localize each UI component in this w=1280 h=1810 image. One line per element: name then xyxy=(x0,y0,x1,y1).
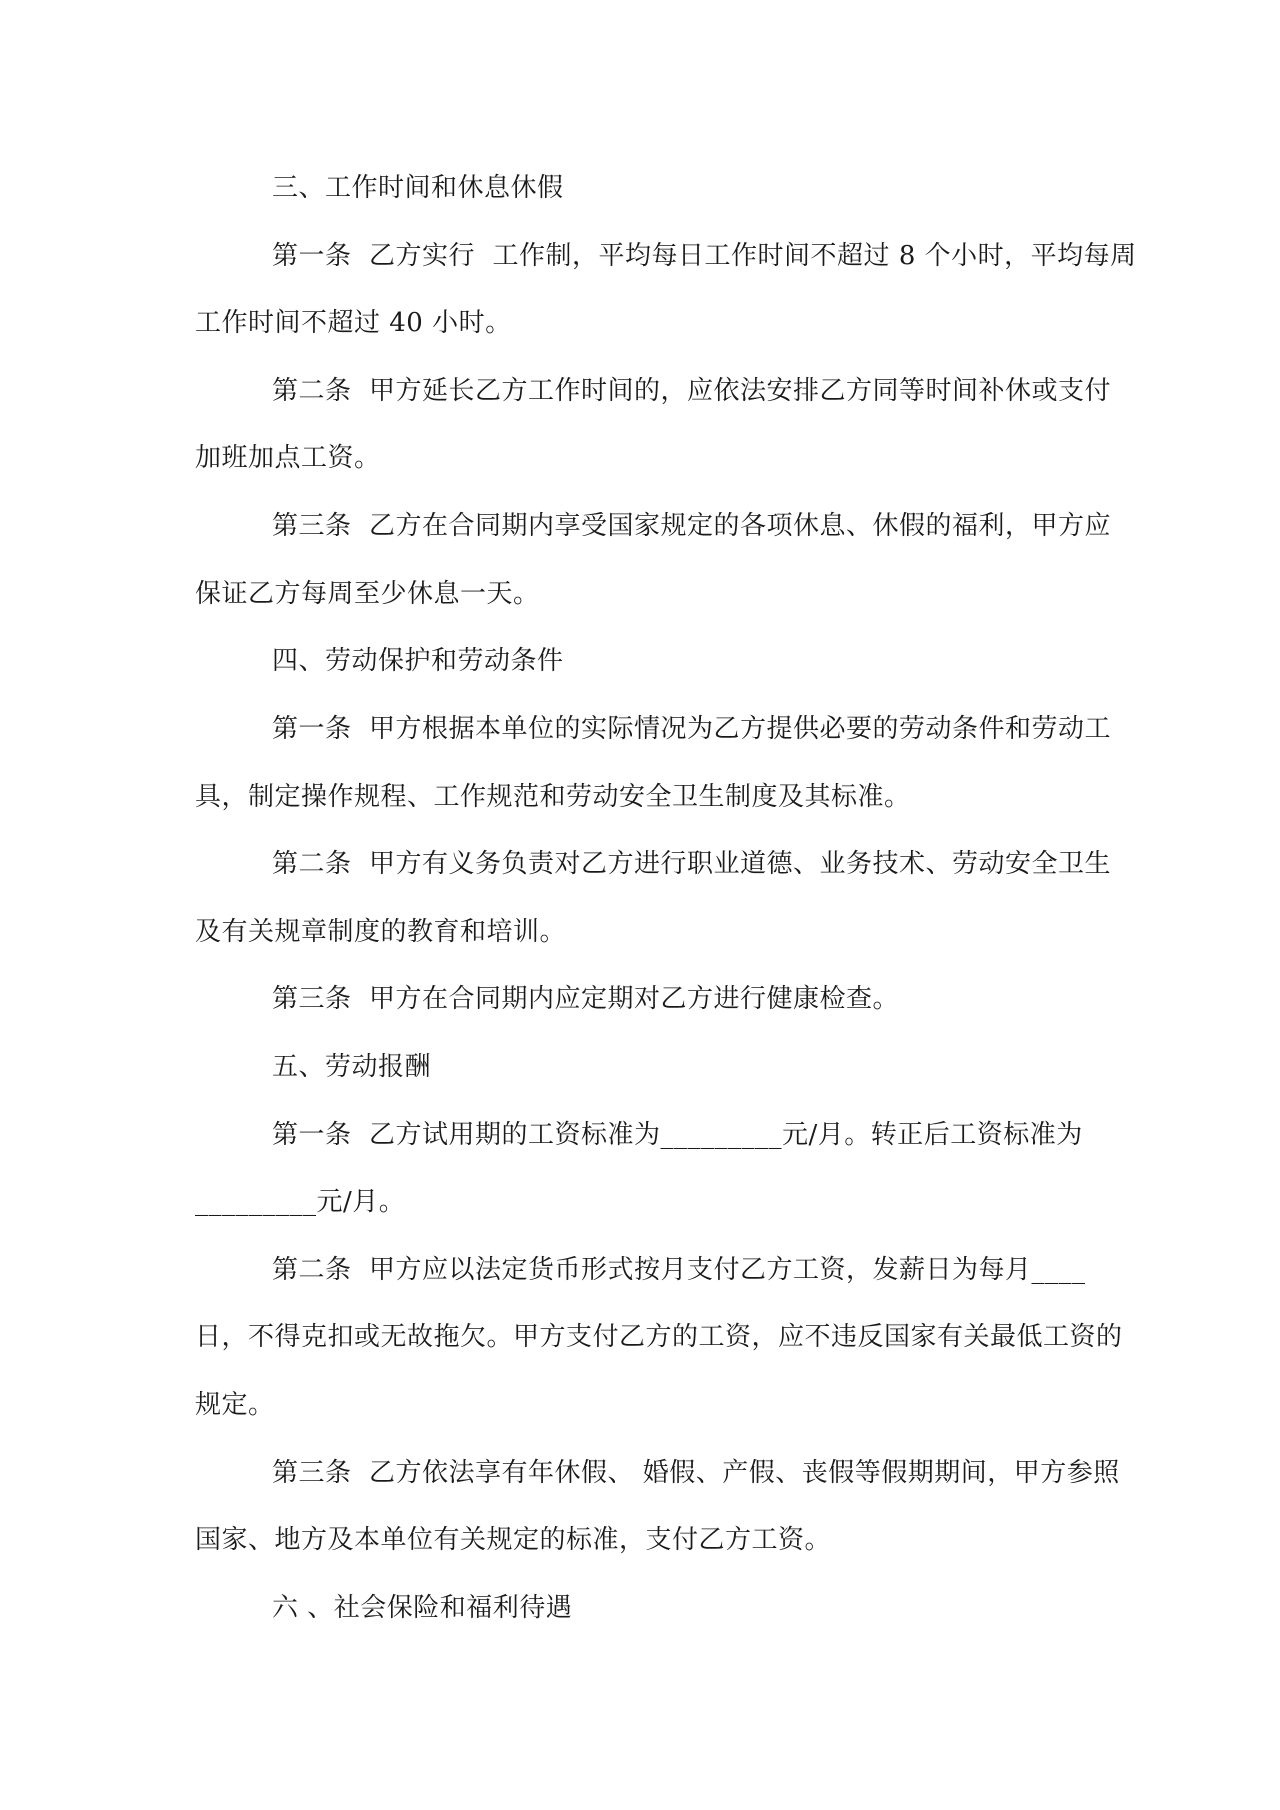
paragraph-line: 保证乙方每周至少休息一天。 xyxy=(195,579,540,609)
paragraph-line: 第一条 甲方根据本单位的实际情况为乙方提供必要的劳动条件和劳动工 xyxy=(272,714,1112,744)
paragraph-line: 第三条 乙方依法享有年休假、 婚假、产假、丧假等假期期间，甲方参照 xyxy=(272,1458,1120,1488)
paragraph-line: 第二条 甲方有义务负责对乙方进行职业道德、业务技术、劳动安全卫生 xyxy=(272,849,1112,879)
paragraph-line: 第二条 甲方延长乙方工作时间的，应依法安排乙方同等时间补休或支付 xyxy=(272,376,1112,406)
paragraph-line: _________元/月。 xyxy=(195,1187,406,1217)
paragraph-line: 具，制定操作规程、工作规范和劳动安全卫生制度及其标准。 xyxy=(195,782,911,812)
paragraph-line: 规定。 xyxy=(195,1390,275,1420)
paragraph-line: 工作时间不超过 40 小时。 xyxy=(195,308,512,338)
paragraph-line: 第三条 乙方在合同期内享受国家规定的各项休息、休假的福利，甲方应 xyxy=(272,511,1112,541)
section-heading-social-insurance: 六 、社会保险和福利待遇 xyxy=(272,1593,573,1623)
section-heading-remuneration: 五、劳动报酬 xyxy=(272,1052,432,1082)
paragraph-line: 加班加点工资。 xyxy=(195,443,381,473)
section-heading-labor-protection: 四、劳动保护和劳动条件 xyxy=(272,646,564,676)
paragraph-line: 第三条 甲方在合同期内应定期对乙方进行健康检查。 xyxy=(272,984,900,1014)
paragraph-line: 国家、地方及本单位有关规定的标准，支付乙方工资。 xyxy=(195,1525,832,1555)
section-heading-working-hours: 三、工作时间和休息休假 xyxy=(272,173,564,203)
paragraph-line: 日，不得克扣或无故拖欠。甲方支付乙方的工资，应不违反国家有关最低工资的 xyxy=(195,1322,1123,1352)
paragraph-line: 第一条 乙方试用期的工资标准为_________元/月。转正后工资标准为 xyxy=(272,1120,1083,1150)
paragraph-line: 及有关规章制度的教育和培训。 xyxy=(195,917,567,947)
paragraph-line: 第一条 乙方实行 工作制，平均每日工作时间不超过 8 个小时，平均每周 xyxy=(272,241,1137,271)
paragraph-line: 第二条 甲方应以法定货币形式按月支付乙方工资，发薪日为每月____ xyxy=(272,1255,1086,1285)
